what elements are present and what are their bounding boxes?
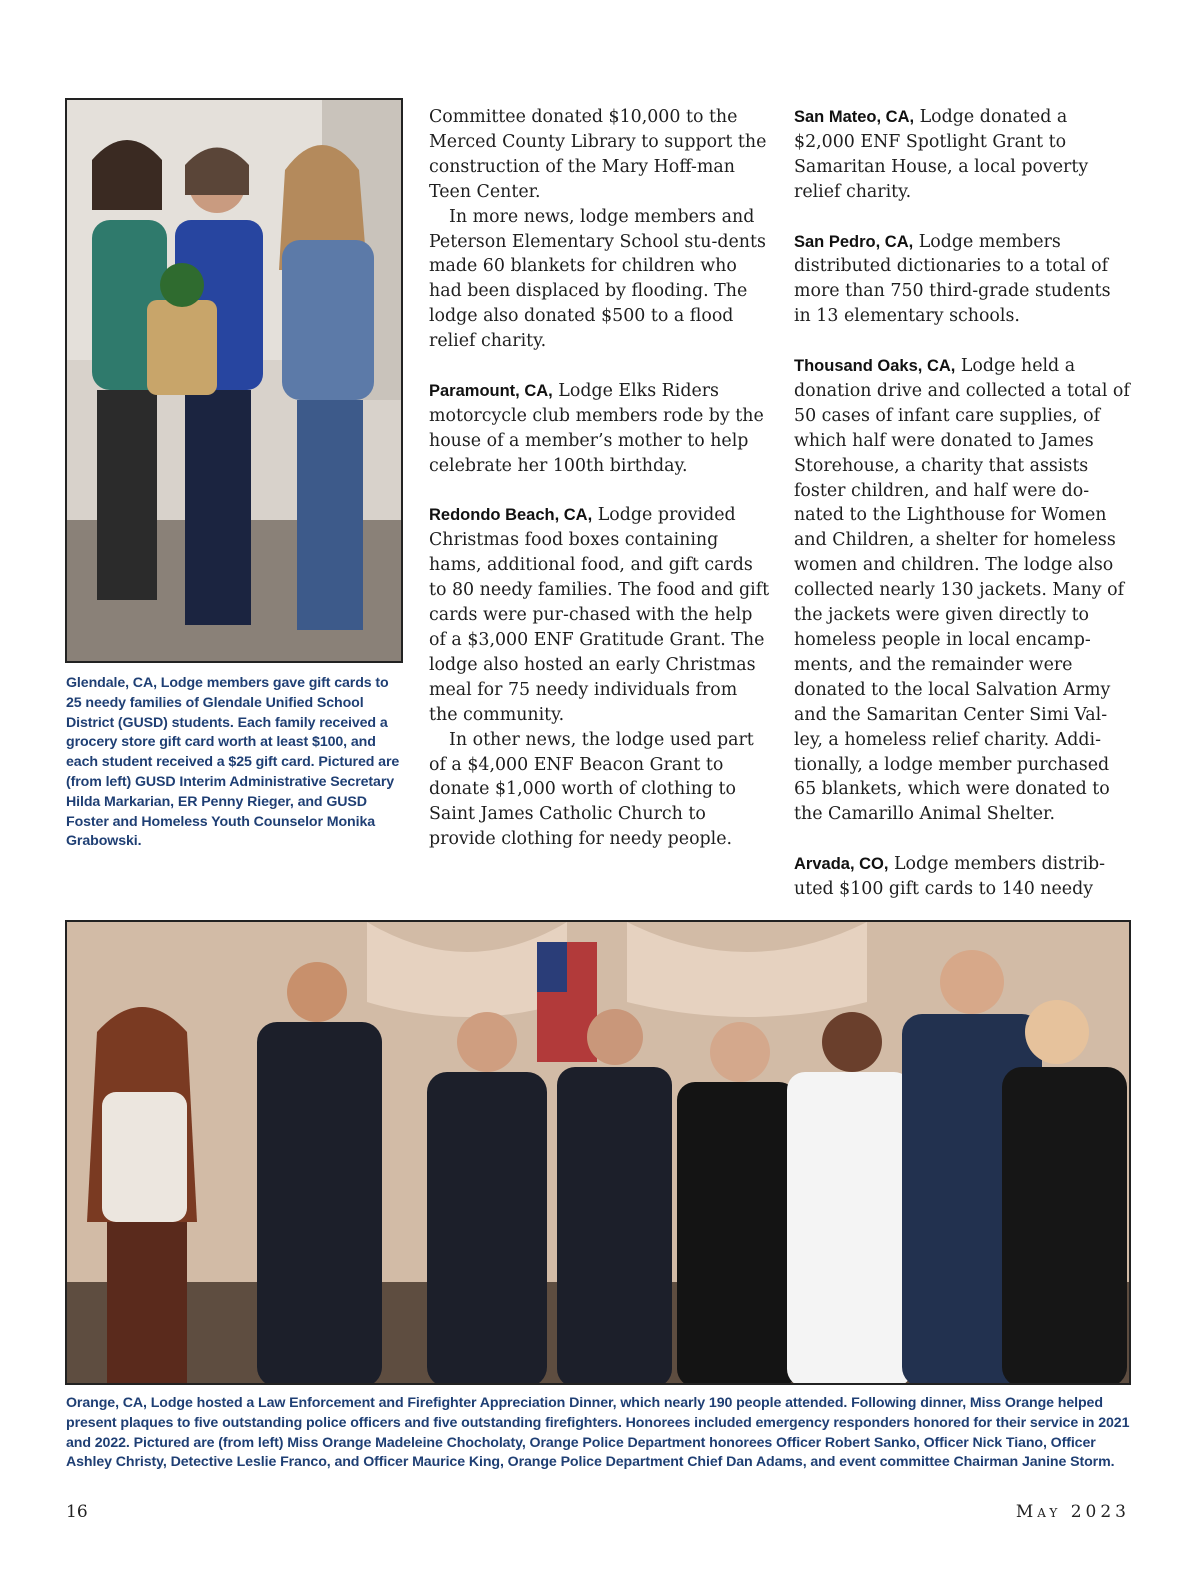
sanpedro-heading: San Pedro, CA, — [794, 232, 914, 251]
redondo-body: Lodge provided Christmas food boxes containing hams, additional food, and gift cards to 80 needy families. The food and gift cards were pur-chased with the help of a $3,000 ENF Gratitude Grant. The lodge also hosted an early Christmas meal for 75 needy individuals from the community. — [429, 505, 770, 725]
paramount-paragraph — [429, 379, 771, 479]
thousandoaks-body: Lodge held a donation drive and collected a total of 50 cases of infant care supplies, of which half were donated to James Storehouse, a charity that assists foster children, and half were do-nated to the Lighthouse for Women and Children, a shelter for homeless women and children. The lodge also collected nearly 130 jackets. Many of the jackets were given directly to homeless people in local encamp-ments, and the remainder were donated to the local Salvation Army and the Samaritan Center Simi Val-ley, a homeless relief charity. Addi-tionally, a lodge member purchased 65 blankets, which were donated to the Camarillo Animal Shelter. — [794, 356, 1130, 825]
sanpedro-body: Lodge members distributed dictionaries to a total of more than 750 third-grade students in 13 elementary schools. — [794, 231, 1111, 327]
sanmateo-heading: San Mateo, CA, — [794, 108, 915, 126]
arvada-heading: Arvada, CO, — [794, 855, 889, 874]
glendale-photo-illustration — [67, 100, 403, 663]
glendale-caption — [66, 674, 401, 852]
sanmateo-paragraph — [794, 105, 1132, 205]
thousandoaks-heading: Thousand Oaks, CA, — [794, 357, 956, 376]
paramount-heading: Paramount, CA, — [429, 381, 553, 400]
orange-caption-lead: Orange, CA, — [66, 1395, 147, 1411]
orange-caption-body: Lodge hosted a Law Enforcement and Firefighter Appreciation Dinner, which nearly 190 people attended. Following dinner, Miss Orange helped present plaques to five outstanding police officers and five outstanding firefighters. Honorees included emergency responders honored for their service in 2021 and 2022. Pictured are (from left) Miss Orange Madeleine Chocholaty, Orange Police Department honorees Officer Robert Sanko, Officer Nick Tiano, Officer Ashley Christy, Detective Leslie Franco, and Officer Maurice King, Orange Police Department Chief Dan Adams, and event committee Chairman Janine Storm. — [66, 1395, 1130, 1471]
right-article-column — [794, 105, 1132, 902]
orange-photo — [65, 920, 1131, 1385]
redondo-heading: Redondo Beach, CA, — [429, 506, 593, 525]
issue-date: May 2023 — [1015, 1502, 1130, 1522]
redondo-paragraph — [429, 503, 771, 727]
page-number: 16 — [66, 1502, 88, 1522]
middle-article-column — [429, 105, 771, 852]
glendale-photo — [65, 98, 403, 663]
thousandoaks-paragraph — [794, 354, 1132, 827]
peterson-paragraph: In more news, lodge members and Peterson Elementary School stu-dents made 60 blankets for children who had been displaced by flooding. The lodge also donated $500 to a flood relief charity. — [429, 206, 766, 352]
sanpedro-paragraph — [794, 230, 1132, 330]
merced-paragraph: Committee donated $10,000 to the Merced County Library to support the construction of the Mary Hoff-man Teen Center. — [429, 107, 767, 202]
redondo-paragraph-2: In other news, the lodge used part of a $4,000 ENF Beacon Grant to donate $1,000 worth of clothing to Saint James Catholic Church to provide clothing for needy people. — [429, 729, 754, 850]
paramount-body: Lodge Elks Riders motorcycle club members rode by the house of a member’s mother to help celebrate her 100th birthday. — [429, 380, 764, 476]
arvada-paragraph — [794, 852, 1132, 902]
orange-caption — [66, 1394, 1130, 1473]
orange-photo-illustration — [67, 922, 1131, 1385]
sanmateo-body: Lodge donated a $2,000 ENF Spotlight Grant to Samaritan House, a local poverty relief charity. — [794, 107, 1089, 202]
glendale-caption-lead: Glendale, CA, — [66, 675, 157, 691]
glendale-caption-body: Lodge members gave gift cards to 25 needy families of Glendale Unified School District (GUSD) students. Each family received a grocery store gift card worth at least $100, and each student received a $25 gift card. Pictured are (from left) GUSD Interim Administrative Secretary Hilda Markarian, ER Penny Rieger, and GUSD Foster and Homeless Youth Counselor Monika Grabowski. — [66, 675, 400, 850]
arvada-body: Lodge members distrib-uted $100 gift cards to 140 needy — [794, 854, 1106, 900]
